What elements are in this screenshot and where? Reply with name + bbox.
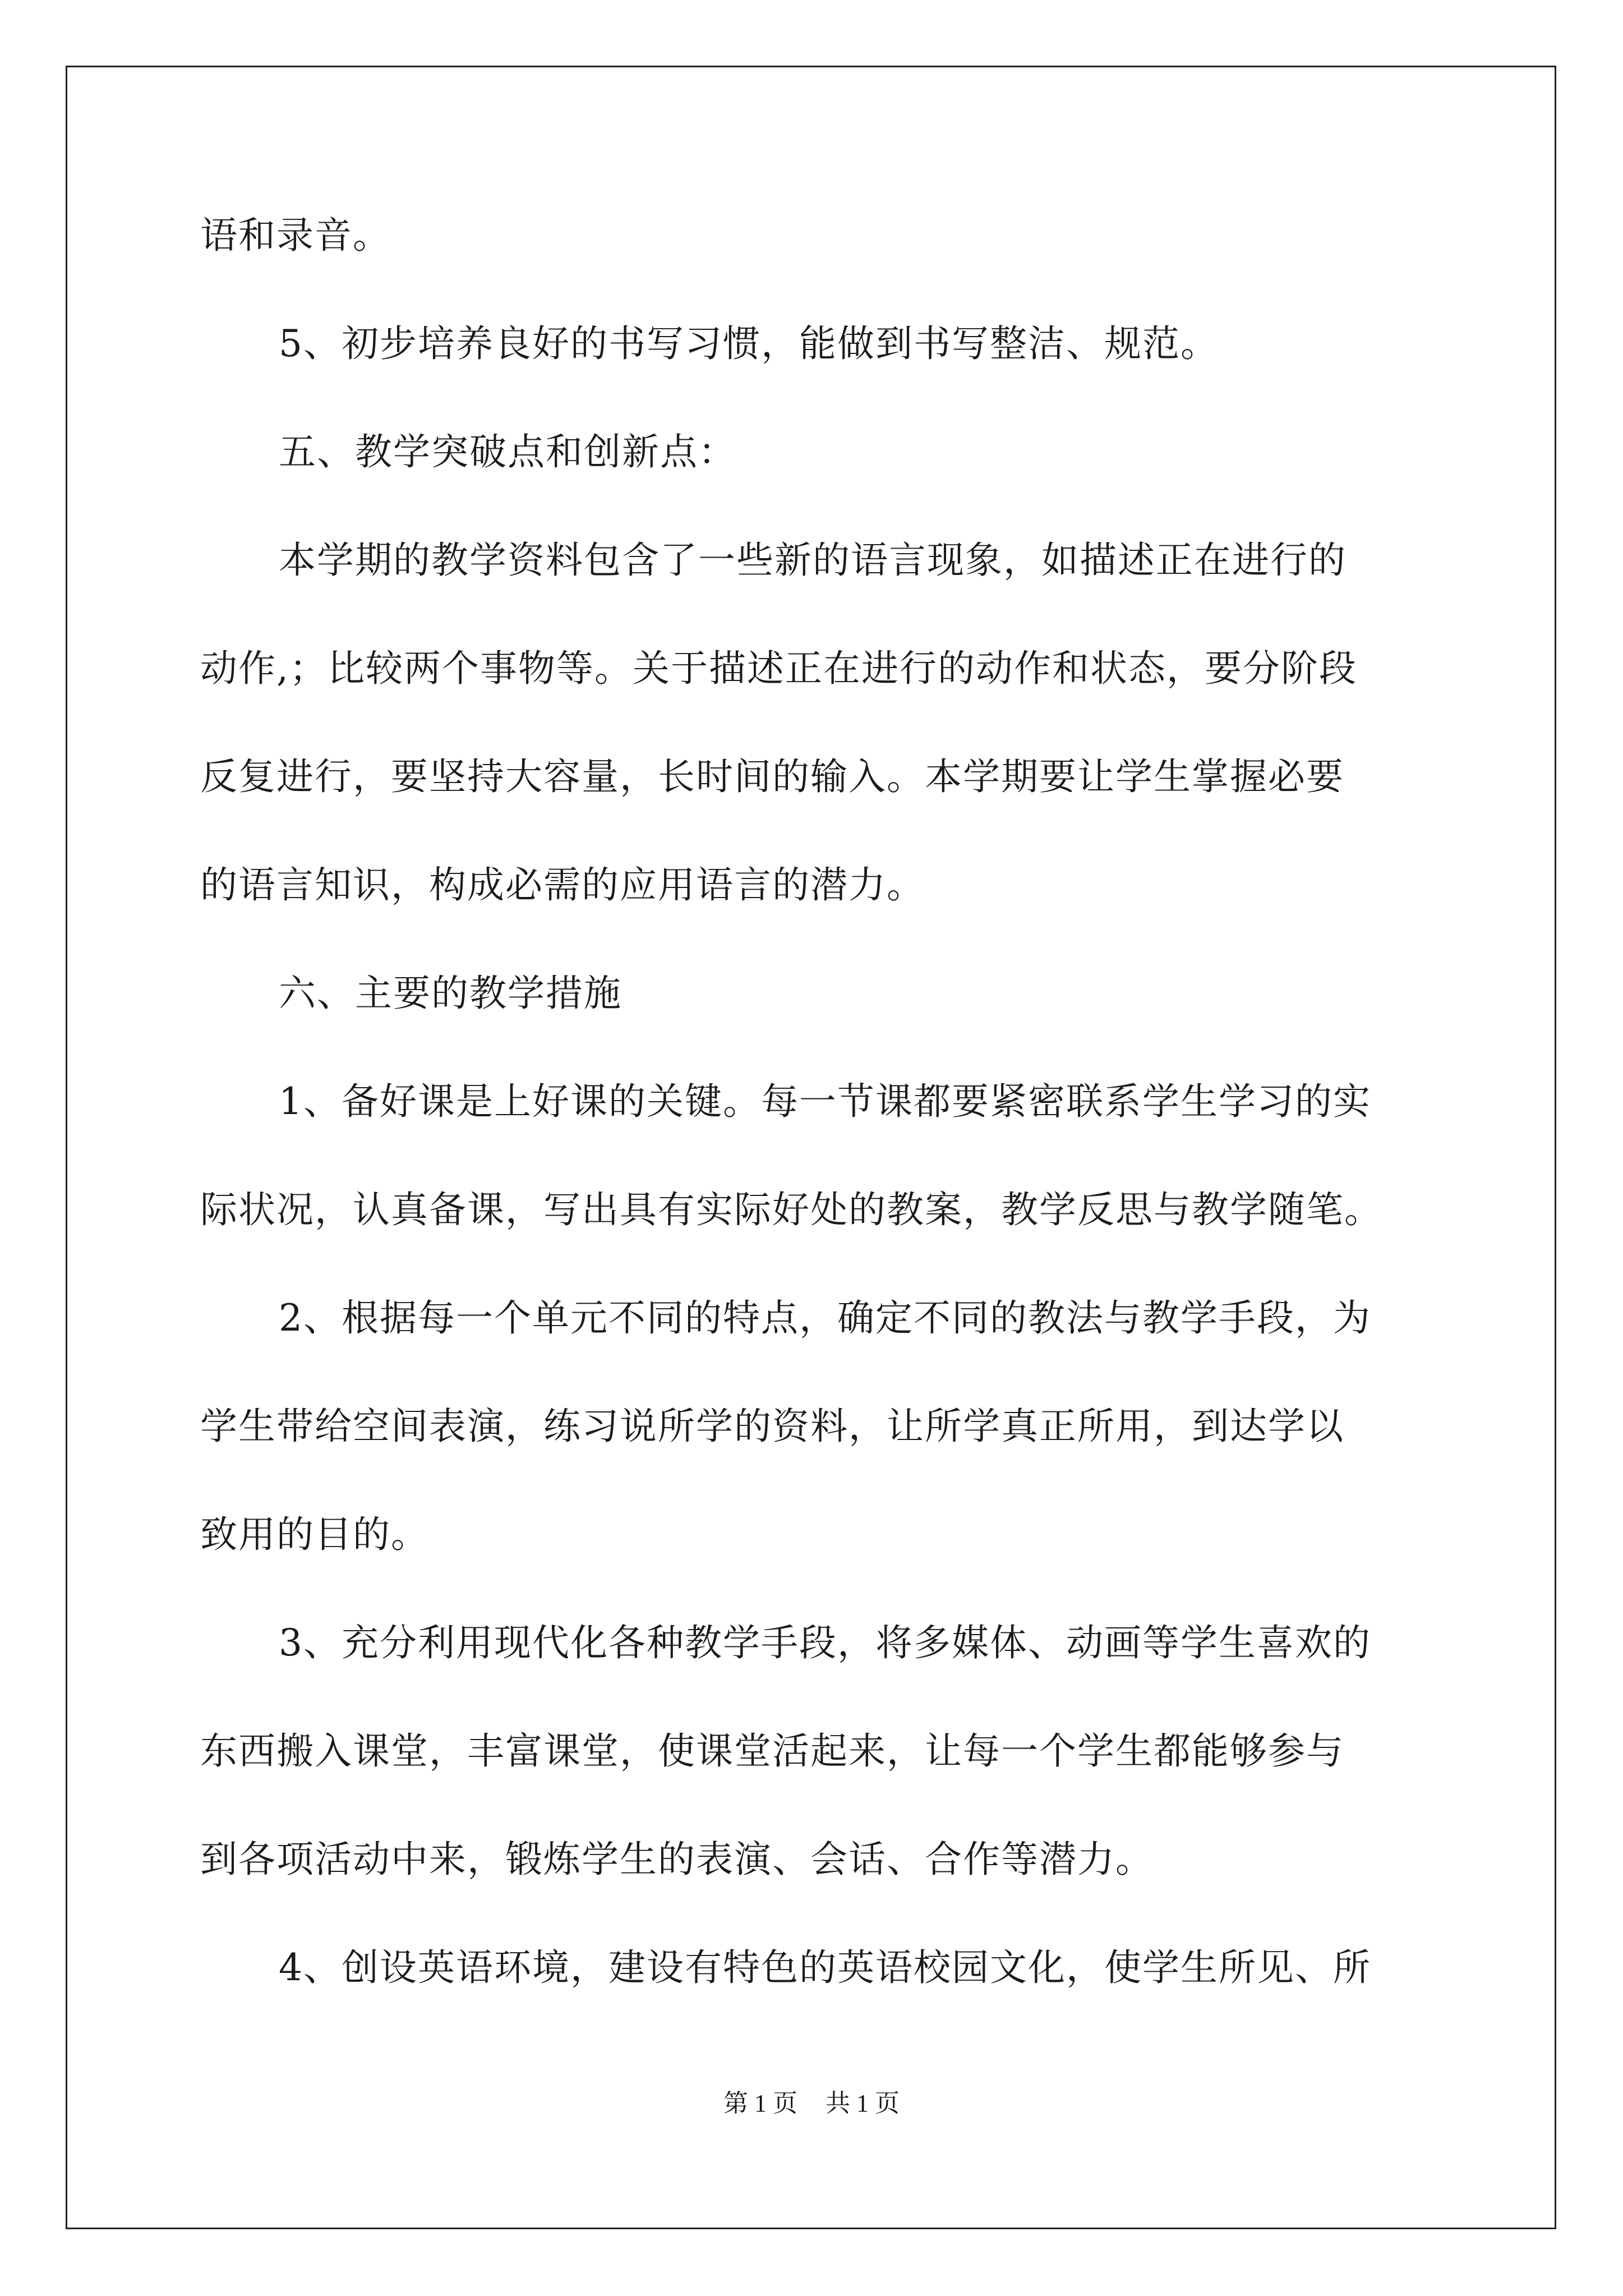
text-line: 致用的目的。 [200, 1513, 429, 1556]
text-line: 2、根据每一个单元不同的特点，确定不同的教法与教学手段，为 [279, 1296, 1371, 1340]
section-heading: 五、教学突破点和创新点： [279, 430, 736, 473]
total-pages: 共 1 页 [826, 2090, 900, 2117]
document-body [200, 209, 1434, 2049]
text-line: 到各项活动中来，锻炼学生的表演、会话、合作等潜力。 [200, 1838, 1154, 1881]
text-line: 语和录音。 [200, 214, 391, 257]
text-line: 东西搬入课堂，丰富课堂，使课堂活起来，让每一个学生都能够参与 [200, 1729, 1344, 1773]
page-footer [0, 2087, 1623, 2120]
text-line: 反复进行，要坚持大容量，长时间的输入。本学期要让学生掌握必要 [200, 755, 1344, 798]
text-line: 1、备好课是上好课的关键。每一节课都要紧密联系学生学习的实 [279, 1080, 1371, 1123]
page-number: 第 1 页 [723, 2090, 797, 2117]
text-line: 3、充分利用现代化各种教学手段，将多媒体、动画等学生喜欢的 [279, 1621, 1371, 1664]
text-line: 学生带给空间表演，练习说所学的资料，让所学真正所用，到达学以 [200, 1405, 1344, 1448]
text-line: 4、创设英语环境，建设有特色的英语校园文化，使学生所见、所 [279, 1946, 1371, 1989]
text-line: 动作,；比较两个事物等。关于描述正在进行的动作和状态，要分阶段 [200, 647, 1357, 690]
text-line: 本学期的教学资料包含了一些新的语言现象，如描述正在进行的 [279, 539, 1347, 582]
text-line: 的语言知识，构成必需的应用语言的潜力。 [200, 863, 925, 907]
section-heading: 六、主要的教学措施 [279, 972, 622, 1015]
text-line: 5、初步培养良好的书写习惯，能做到书写整洁、规范。 [279, 322, 1219, 365]
text-line: 际状况，认真备课，写出具有实际好处的教案，教学反思与教学随笔。 [200, 1188, 1382, 1231]
